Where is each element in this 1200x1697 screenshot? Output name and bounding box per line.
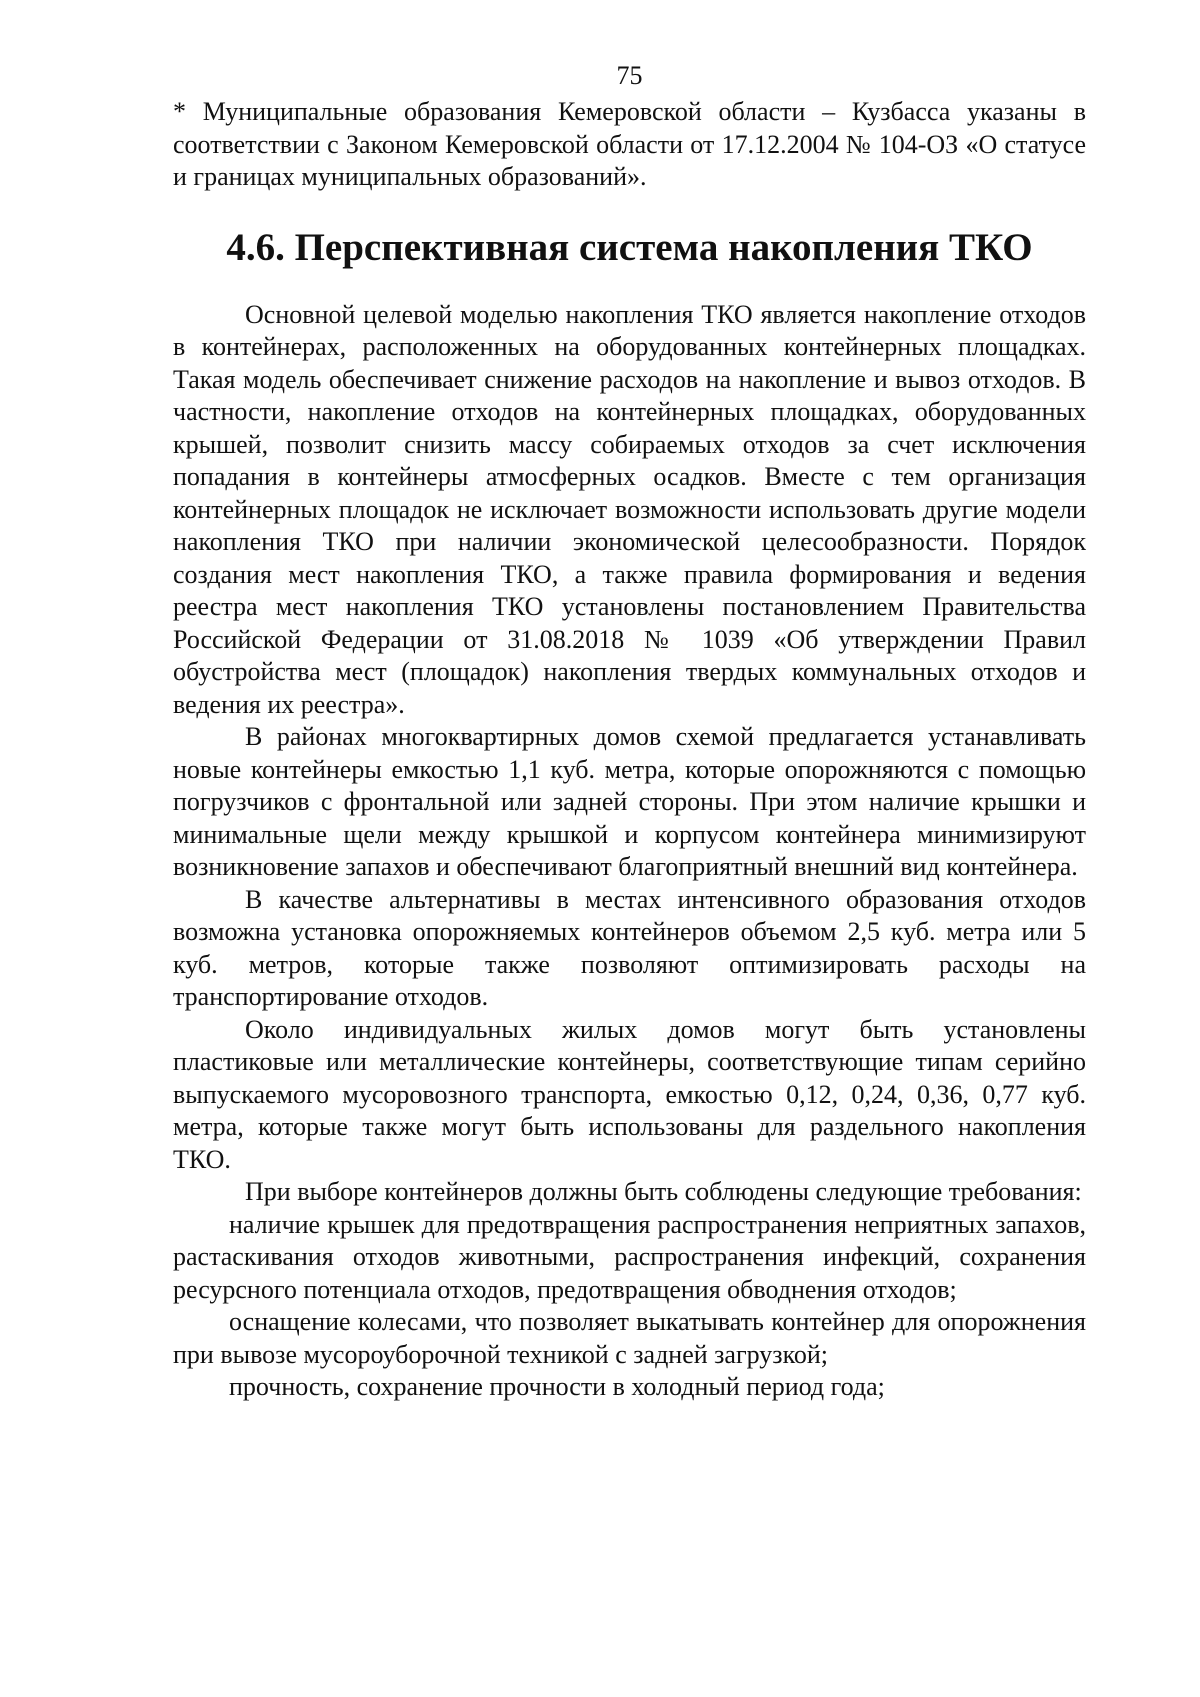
paragraph: Около индивидуальных жилых домов могут быть установлены пластиковые или металлические контейнеры, соответствующие типам серийно выпускаемого мусоровозного транспорта, емкостью 0,12, 0,24, 0,36, 0,77 куб. метра, которые также могут быть использованы для раздельного накопления ТКО. xyxy=(173,1014,1086,1174)
paragraph: В качестве альтернативы в местах интенсивного образования отходов возможна установка опорожняемых контейнеров объемом 2,5 куб. метра или 5 куб. метров, которые также позволяют оптимизировать расходы на транспортирование отходов. xyxy=(173,884,1086,1011)
list-item: прочность, сохранение прочности в холодный период года; xyxy=(229,1372,885,1401)
document-page xyxy=(173,60,1086,1404)
paragraph: В районах многоквартирных домов схемой предлагается устанавливать новые контейнеры емкостью 1,1 куб. метра, которые опорожняются с помощью погрузчиков с фронтальной или задней стороны. При этом наличие крышки и минимальные щели между крышкой и корпусом контейнера минимизируют возникновение запахов и обеспечивают благоприятный внешний вид контейнера. xyxy=(173,722,1086,881)
page-number: 75 xyxy=(616,61,643,90)
footnote: * Муниципальные образования Кемеровской области – Кузбасса указаны в соответствии с Законом Кемеровской области от 17.12.2004 № 104-ОЗ «О статусе и границах муниципальных образований». xyxy=(173,97,1086,191)
paragraph: При выборе контейнеров должны быть соблюдены следующие требования: xyxy=(245,1177,1082,1206)
paragraph: Основной целевой моделью накопления ТКО является накопление отходов в контейнерах, расположенных на оборудованных контейнерных площадках. Такая модель обеспечивает снижение расходов на накопление и вывоз отходов. В частности, накопление отходов на контейнерных площадках, оборудованных крышей, позволит снизить массу собираемых отходов за счет исключения попадания в контейнеры атмосферных осадков. Вместе с тем организация контейнерных площадок не исключает возможности использовать другие модели накопления ТКО при наличии экономической целесообразности. Порядок создания мест накопления ТКО, а также правила формирования и ведения реестра мест накопления ТКО установлены постановлением Правительства Российской Федерации от 31.08.2018 № 1039 «Об утверждении Правил обустройства мест (площадок) накопления твердых коммунальных отходов и ведения их реестра». xyxy=(173,299,1086,719)
section-title: 4.6. Перспективная система накопления ТКО xyxy=(226,225,1033,269)
list-item: наличие крышек для предотвращения распространения неприятных запахов, растаскивания отходов животными, распространения инфекций, сохранения ресурсного потенциала отходов, предотвращения обводнения отходов; xyxy=(173,1209,1086,1304)
list-item: оснащение колесами, что позволяет выкатывать контейнер для опорожнения при вывозе мусороуборочной техникой с задней загрузкой; xyxy=(173,1307,1086,1369)
